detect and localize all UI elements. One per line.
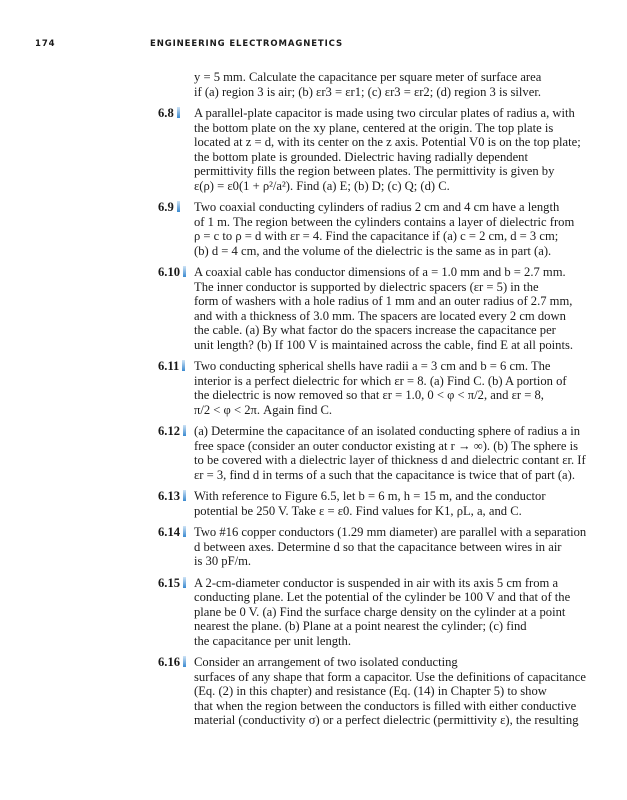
text-line: ρ = c to ρ = d with εr = 4. Find the capacitance if (a) c = 2 cm, d = 3 cm;	[194, 229, 559, 243]
text-line: Two coaxial conducting cylinders of radius 2 cm and 4 cm have a length	[194, 200, 560, 214]
text-line: the cable. (a) By what factor do the spacers increase the capacitance per	[194, 323, 556, 337]
problem-6-16	[158, 655, 586, 728]
problem-6-13	[158, 489, 578, 518]
problem-6-14	[158, 525, 587, 569]
text-line: to be covered with a dielectric layer of thickness d and dielectric contant εr. If	[194, 453, 586, 467]
text-line: nearest the plane. (b) Plane at a point nearest the cylinder; (c) find	[194, 619, 527, 633]
page-number: 174	[35, 39, 56, 49]
text-line: interior is a perfect dielectric for which εr = 8. (a) Find C. (b) A portion of	[194, 373, 567, 388]
difficulty-marker-icon	[177, 201, 180, 212]
text-line: form of washers with a hole radius of 1 mm and an outer radius of 2.7 mm,	[194, 294, 573, 308]
problem-number-text: 6.12	[158, 424, 181, 438]
text-line: d between axes. Determine d so that the capacitance between wires in air	[194, 539, 562, 554]
problem-number	[158, 655, 186, 670]
text-line: permittivity fills the region between plates. The permittivity is given by	[194, 164, 555, 178]
text-line: conducting plane. Let the potential of the cylinder be 100 V and that of the	[194, 590, 571, 604]
problem-number-text: 6.9	[158, 200, 174, 214]
difficulty-marker-icon	[183, 266, 186, 277]
problem-number-text: 6.8	[158, 106, 174, 120]
text-line: π/2 < φ < 2π. Again find C.	[194, 402, 333, 417]
text-line: ε(ρ) = ε0(1 + ρ²/a²). Find (a) E; (b) D; (c) Q; (d) C.	[194, 178, 450, 193]
text-line: A coaxial cable has conductor dimensions of a = 1.0 mm and b = 2.7 mm.	[194, 265, 566, 279]
text-line: material (conductivity σ) or a perfect dielectric (permittivity ε), the resulting	[194, 713, 579, 727]
problem-6-9	[158, 200, 578, 258]
text-line: Two conducting spherical shells have radii a = 3 cm and b = 6 cm. The	[194, 359, 551, 373]
text-line: (Eq. (2) in this chapter) and resistance (Eq. (14) in Chapter 5) to show	[194, 684, 547, 698]
text-line: the dielectric is now removed so that εr = 1.0, 0 < φ < π/2, and εr = 8,	[194, 388, 544, 402]
text-line: if (a) region 3 is air; (b) εr3 = εr1; (c) εr3 = εr2; (d) region 3 is silver.	[194, 84, 541, 99]
problem-number-text: 6.16	[158, 655, 181, 669]
problem-6-11	[158, 359, 578, 417]
problem-number	[158, 424, 186, 439]
problem-number-text: 6.14	[158, 525, 181, 539]
text-line: the capacitance per unit length.	[194, 633, 351, 648]
text-line: Two #16 copper conductors (1.29 mm diameter) are parallel with a separation	[194, 525, 587, 539]
text-line: the bottom plate on the xy plane, centered at the origin. The top plate is	[194, 120, 554, 135]
text-line: The inner conductor is supported by dielectric spacers (εr = 5) in the	[194, 279, 539, 294]
problem-number-text: 6.11	[158, 359, 180, 373]
problem-number-text: 6.13	[158, 489, 181, 503]
problem-number	[158, 525, 186, 540]
text-line: surfaces of any shape that form a capacitor. Use the definitions of capacitance	[194, 669, 586, 684]
problem-6-15	[158, 576, 578, 649]
problem-number	[158, 265, 186, 280]
text-line: y = 5 mm. Calculate the capacitance per square meter of surface area	[194, 70, 542, 84]
problem-number	[158, 576, 186, 591]
text-line: that when the region between the conductors is filled with either conductive	[194, 698, 577, 713]
problem-number-text: 6.10	[158, 265, 181, 279]
problem-list	[158, 70, 587, 735]
text-line: plane be 0 V. (a) Find the surface charge density on the cylinder at a point	[194, 604, 566, 619]
text-line: unit length? (b) If 100 V is maintained across the cable, find E at all points.	[194, 337, 574, 352]
difficulty-marker-icon	[183, 656, 186, 667]
difficulty-marker-icon	[183, 526, 186, 537]
text-line: εr = 3, find d in terms of a such that the capacitance is twice that of part (a).	[194, 467, 575, 482]
difficulty-marker-icon	[177, 107, 180, 118]
text-line: located at z = d, with its center on the z axis. Potential V0 is on the top plate;	[194, 135, 581, 149]
text-line: potential be 250 V. Take ε = ε0. Find values for K1, ρL, a, and C.	[194, 503, 522, 518]
text-line: Consider an arrangement of two isolated conducting	[194, 655, 458, 669]
problem-number	[158, 359, 185, 374]
text-line: (b) d = 4 cm, and the volume of the dielectric is the same as in part (a).	[194, 243, 552, 258]
running-title: ENGINEERING ELECTROMAGNETICS	[150, 39, 343, 49]
text-line: and with a thickness of 3.0 mm. The spacers are located every 2 cm down	[194, 308, 566, 323]
text-line: of 1 m. The region between the cylinders contains a layer of dielectric from	[194, 214, 575, 229]
text-line: A parallel-plate capacitor is made using two circular plates of radius a, with	[194, 106, 575, 120]
text-line: is 30 pF/m.	[194, 554, 252, 568]
problem-number	[158, 106, 180, 121]
difficulty-marker-icon	[183, 490, 186, 501]
text-line: With reference to Figure 6.5, let b = 6 m, h = 15 m, and the conductor	[194, 489, 546, 503]
problem-number	[158, 200, 180, 215]
text-line: (a) Determine the capacitance of an isolated conducting sphere of radius a in	[194, 424, 581, 438]
difficulty-marker-icon	[183, 425, 186, 436]
difficulty-marker-icon	[183, 577, 186, 588]
problem-6-8	[158, 106, 581, 193]
text-line: A 2-cm-diameter conductor is suspended in air with its axis 5 cm from a	[194, 575, 559, 590]
problem-6-10	[158, 265, 578, 352]
difficulty-marker-icon	[182, 360, 185, 371]
problem-6-12	[158, 424, 586, 482]
text-line: free space (consider an outer conductor existing at r → ∞). (b) The sphere is	[194, 438, 578, 453]
problem-number-text: 6.15	[158, 575, 181, 590]
problem-number	[158, 489, 186, 504]
continuation-text	[158, 70, 578, 99]
text-line: the bottom plate is grounded. Dielectric having radially dependent	[194, 149, 528, 164]
